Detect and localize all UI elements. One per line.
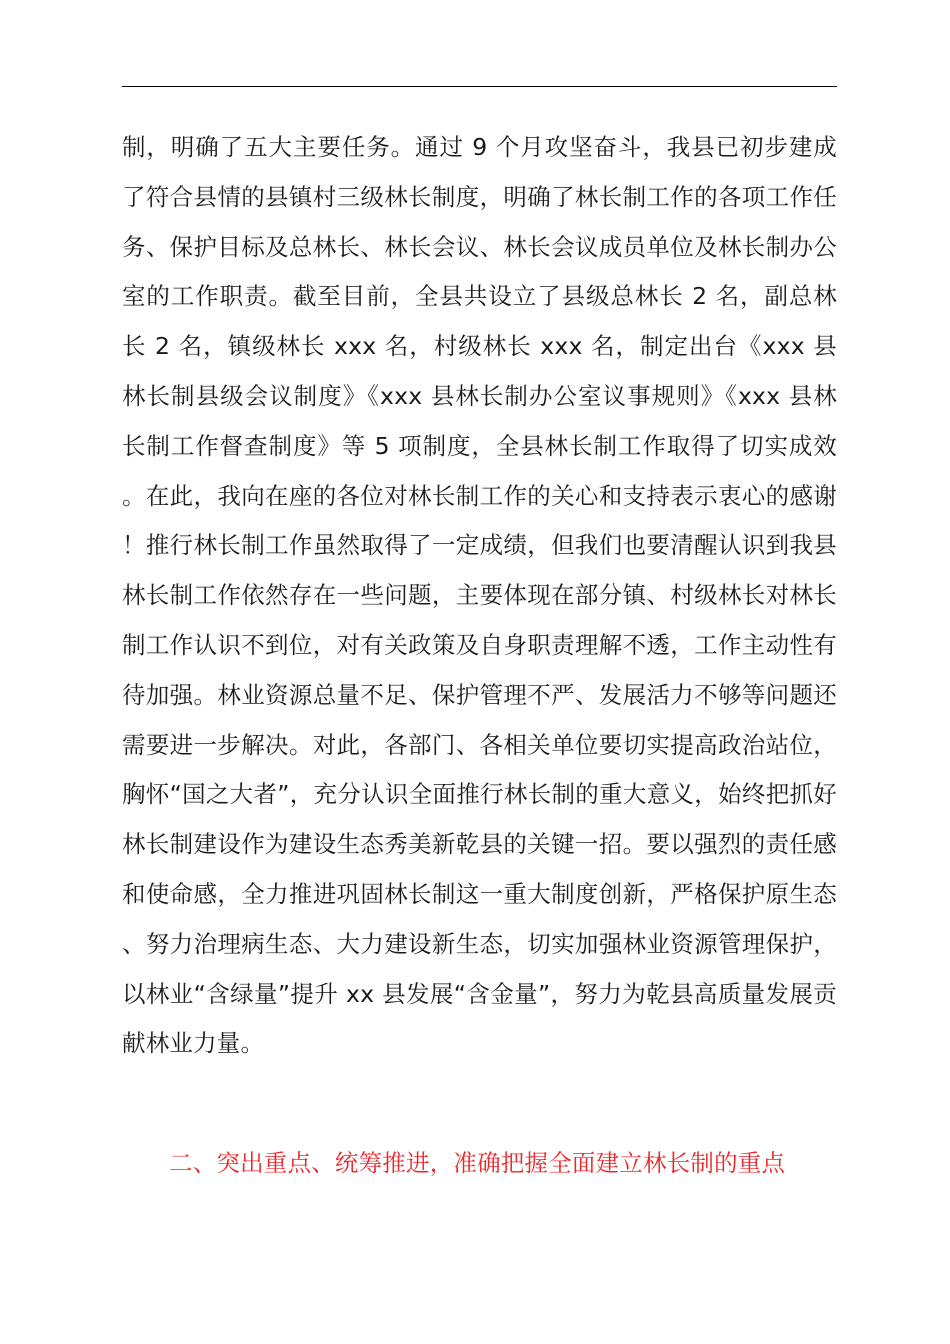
section-heading: 二、突出重点、统筹推进，准确把握全面建立林长制的重点 — [169, 1149, 786, 1177]
header-rule — [122, 86, 837, 87]
body-paragraph: 制，明确了五大主要任务。通过 9 个月攻坚奋斗，我县已初步建成了符合县情的县镇村三级林长制度，明确了林长制工作的各项工作任务、保护目标及总林长、林长会议、林长会议成员单位及林长制办公室的工作职责。截至目前，全县共设立了县级总林长 2 名，副总林长 2 名，镇级林长 xxx 名，村级林长 xxx 名，制定出台《xxx 县林长制县级会议制度》《xxx 县林长制办公室议事规则》《xxx 县林长制工作督查制度》等 5 项制度，全县林长制工作取得了切实成效。在此，我向在座的各位对林长制工作的关心和支持表示衷心的感谢！推行林长制工作虽然取得了一定成绩，但我们也要清醒认识到我县林长制工作依然存在一些问题，主要体现在部分镇、村级林长对林长制工作认识不到位，对有关政策及自身职责理解不透，工作主动性有待加强。林业资源总量不足、保护管理不严、发展活力不够等问题还需要进一步解决。对此，各部门、各相关单位要切实提高政治站位，胸怀“国之大者”，充分认识全面推行林长制的重大意义，始终把抓好林长制建设作为建设生态秀美新乾县的关键一招。要以强烈的责任感和使命感，全力推进巩固林长制这一重大制度创新，严格保护原生态、努力治理病生态、大力建设新生态，切实加强林业资源管理保护，以林业“含绿量”提升 xx 县发展“含金量”，努力为乾县高质量发展贡献林业力量。 — [122, 133, 837, 1058]
